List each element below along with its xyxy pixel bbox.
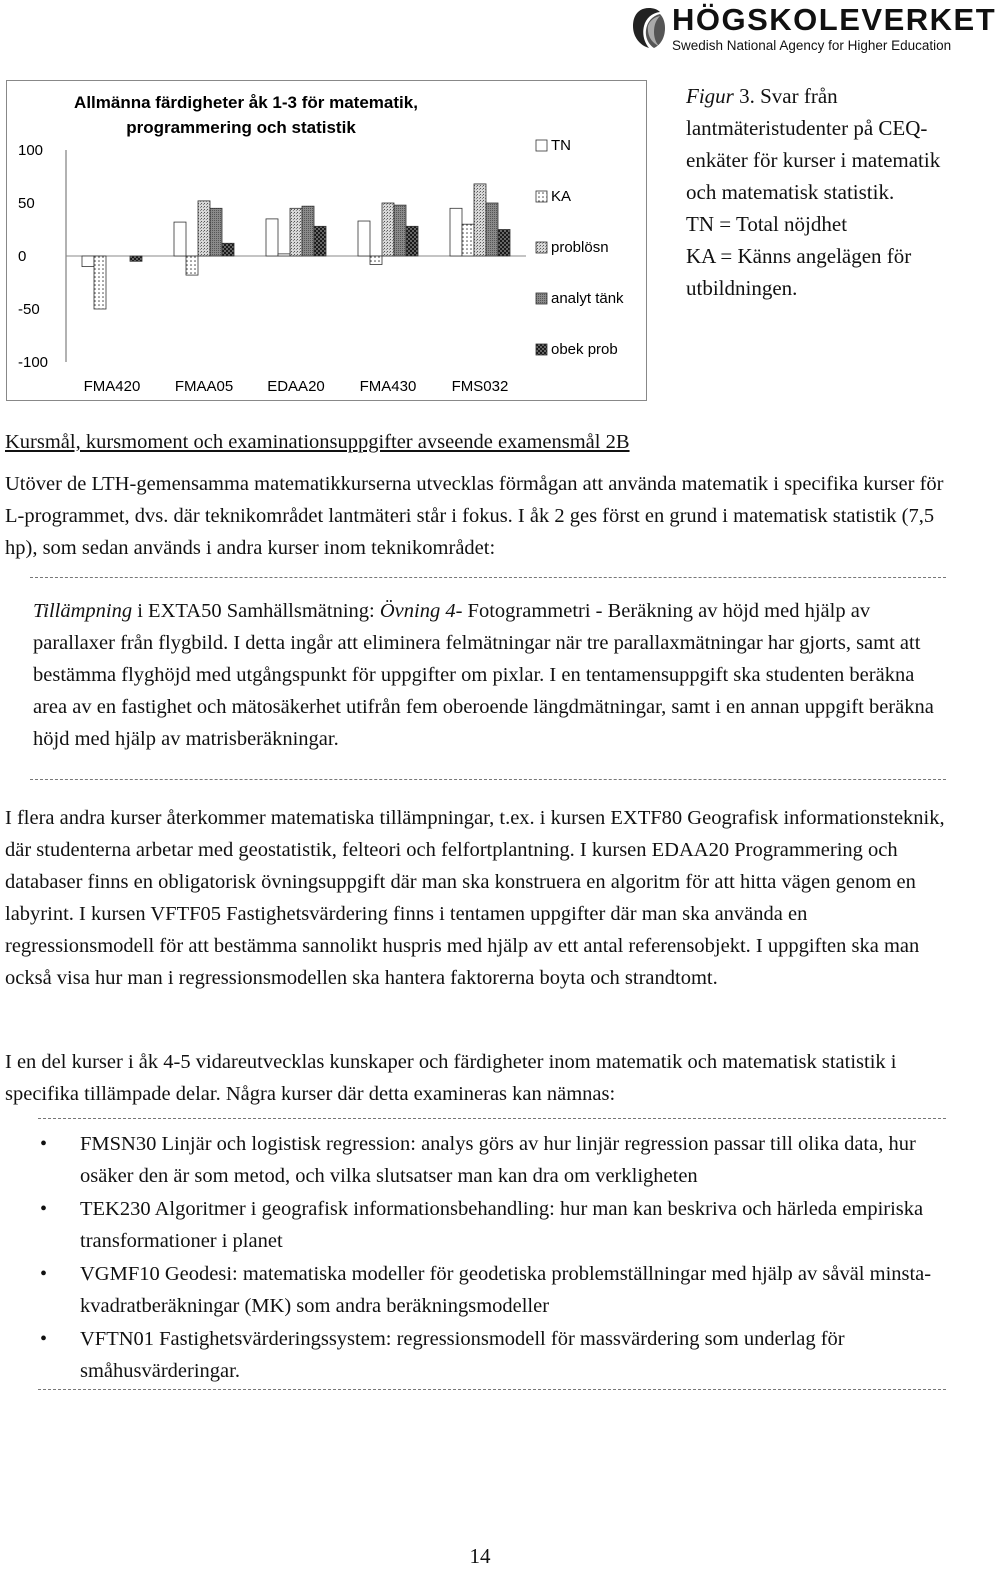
paragraph-advanced	[5, 1046, 953, 1110]
label-tillampning: Tillämpning	[33, 600, 133, 622]
chart-title-line-2: programmering och statistik	[126, 118, 356, 137]
chart-title-line-1: Allmänna färdigheter åk 1-3 för matematik,	[74, 93, 418, 112]
bar	[450, 208, 462, 256]
bullet-icon: •	[40, 1328, 48, 1350]
label-ovning: Övning 4	[379, 600, 456, 622]
list-item	[40, 1323, 952, 1387]
list-item-text: FMSN30 Linjär och logistisk regression: analys görs av hur linjär regression passar till olika data, hur osäker den är som metod, och vilka slutsatser man kan dra om verkligheten	[80, 1133, 916, 1187]
legend-label: problösn	[551, 239, 609, 256]
dashed-divider	[30, 577, 946, 578]
legend-swatch	[536, 191, 547, 202]
list-item	[40, 1193, 952, 1257]
paragraph-applications	[5, 802, 953, 994]
bar	[266, 219, 278, 256]
hogskoleverket-logo	[632, 2, 996, 58]
legend-swatch	[536, 293, 547, 304]
bar	[210, 208, 222, 256]
list-item	[40, 1128, 952, 1192]
bar	[370, 256, 382, 264]
bar	[474, 184, 486, 256]
legend-label: obek prob	[551, 341, 618, 358]
box-text-a: i EXTA50 Samhällsmätning:	[132, 600, 380, 622]
box-text-b: - Fotogrammetri - Beräkning av höjd med hjälp av parallaxer från flygbild. I detta ingår att eliminera felmätningar när tre parallaxmätningar har gjorts, samt att bestämma flyghöjd med utgångspunkt för uppgifter om pixlar. I en tentamensuppgift ska studenten beräkna area av en fastighet och mätosäkerhet utifrån fem oberoende längdmätningar, samt i en annan uppgift beräkna höjd med hjälp av matrisberäkningar.	[33, 600, 934, 750]
course-list	[40, 1128, 952, 1388]
bar-chart	[6, 80, 658, 410]
bar	[174, 222, 186, 256]
dashed-divider	[38, 1118, 946, 1119]
bullet-icon: •	[40, 1133, 48, 1155]
y-tick-label: -100	[18, 354, 49, 371]
logo-subtitle: Swedish National Agency for Higher Education	[672, 38, 952, 53]
legend-swatch	[536, 140, 547, 151]
bullet-icon: •	[40, 1198, 48, 1220]
bar	[290, 208, 302, 256]
legend-label: KA	[551, 188, 572, 205]
x-tick-label: FMA420	[83, 378, 141, 395]
x-tick-label: FMS032	[451, 378, 509, 395]
legend-label: analyt tänk	[551, 290, 624, 307]
bar	[186, 256, 198, 275]
logo-name: HÖGSKOLEVERKET	[672, 2, 996, 37]
caption-ka-definition: KA = Känns angelägen för utbildningen.	[686, 244, 912, 300]
bar	[394, 205, 406, 256]
legend-label: TN	[551, 137, 571, 154]
bullet-icon: •	[40, 1263, 48, 1285]
x-tick-label: FMA430	[359, 378, 417, 395]
example-box	[33, 595, 948, 755]
bar	[302, 206, 314, 256]
list-item-text: VFTN01 Fastighetsvärderingssystem: regressionsmodell för massvärdering som underlag för småhusvärderingar.	[80, 1328, 845, 1382]
y-tick-label: 100	[18, 142, 44, 159]
bar	[498, 230, 510, 257]
logo-emblem-icon	[632, 6, 666, 50]
list-item-text: TEK230 Algoritmer i geografisk informationsbehandling: hur man kan beskriva och härleda empiriska transformationer i planet	[80, 1198, 924, 1252]
bar	[358, 221, 370, 256]
legend-swatch	[536, 242, 547, 253]
chart-container	[6, 80, 658, 410]
bar	[94, 256, 106, 309]
dashed-divider	[30, 779, 946, 780]
bar	[82, 256, 94, 267]
bar	[462, 224, 474, 256]
paragraph-intro-text: Utöver de LTH-gemensamma matematikkurserna utvecklas förmågan att använda matematik i specifika kurser för L-programmet, dvs. där teknikområdet lantmäteri står i fokus. I åk 2 ges först en grund i matematisk statistik (7,5 hp), som sedan används i andra kurser inom teknikområdet:	[5, 473, 944, 559]
bar	[222, 243, 234, 256]
paragraph-applications-text: I flera andra kurser återkommer matematiska tillämpningar, t.ex. i kursen EXTF80 Geografisk informationsteknik, där studenterna arbetar med geostatistik, felteori och felfortplantning. I kursen EDAA20 Programmering och databaser finns en obligatorisk övningsuppgift där man ska konstruera en algoritm för att hitta vägen genom en labyrint. I kursen VFTF05 Fastighetsvärdering finns i tentamen uppgifter där man ska använda en regressionsmodell för att bestämma sannolikt huspris med hjälp av ett antal referensobjekt. I uppgiften ska man också visa hur man i regressionsmodellen ska hantera faktorerna boyta och strandtomt.	[5, 807, 945, 989]
bar	[314, 226, 326, 256]
list-item-text: VGMF10 Geodesi: matematiska modeller för geodetiska problemställningar med hjälp av såväl minsta-kvadratberäkningar (MK) som andra beräkningsmodeller	[80, 1263, 932, 1317]
y-tick-label: 50	[18, 195, 35, 212]
section-heading: Kursmål, kursmoment och examinationsuppgifter avseende examensmål 2B	[5, 431, 630, 453]
paragraph-advanced-text: I en del kurser i åk 4-5 vidareutvecklas kunskaper och färdigheter inom matematik och matematisk statistik i specifika tillämpade delar. Några kurser där detta examineras kan nämnas:	[5, 1051, 897, 1105]
bar	[130, 256, 142, 261]
paragraph-intro	[5, 468, 953, 564]
caption-tn-definition: TN = Total nöjdhet	[686, 212, 848, 236]
bar	[406, 226, 418, 256]
y-tick-label: 0	[18, 248, 27, 265]
figure-text: 3. Svar från lantmäteristudenter på CEQ-enkäter för kurser i matematik och matematisk statistik.	[686, 84, 941, 204]
list-item	[40, 1258, 952, 1322]
figure-caption	[686, 80, 956, 304]
bar	[486, 203, 498, 256]
legend-swatch	[536, 344, 547, 355]
bar	[278, 254, 290, 256]
dashed-divider	[38, 1389, 946, 1390]
x-tick-label: EDAA20	[267, 378, 325, 395]
bar	[382, 203, 394, 256]
bar	[198, 201, 210, 256]
x-tick-label: FMAA05	[174, 378, 234, 395]
y-tick-label: -50	[18, 301, 40, 318]
page-number: 14	[469, 1544, 491, 1568]
figure-label: Figur	[686, 84, 734, 108]
